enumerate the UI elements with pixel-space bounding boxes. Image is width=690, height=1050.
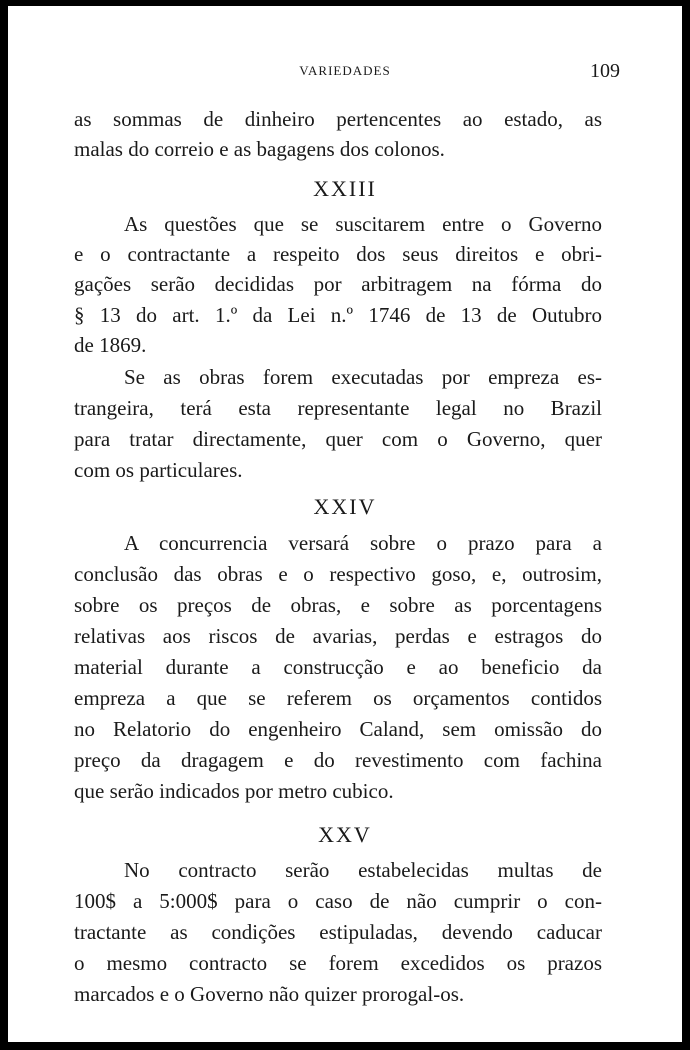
text-line: com os particulares. [74, 458, 243, 482]
text-line: Se as obras forem executadas por empreza es- [124, 365, 602, 389]
text-line: gações serão decididas por arbitragem na fórma do [74, 272, 602, 296]
section-heading-xxiv: XXIV [313, 494, 377, 519]
page-number: 109 [590, 60, 620, 82]
running-head [8, 60, 682, 83]
text-line: material durante a construcção e ao beneficio da [74, 655, 602, 679]
text-line: que serão indicados por metro cubico. [74, 779, 394, 803]
text-line: de 1869. [74, 333, 147, 357]
text-line: empreza a que se referem os orçamentos contidos [74, 686, 602, 710]
text-line: e o contractante a respeito dos seus direitos e obri- [74, 242, 602, 266]
text-line: 100$ a 5:000$ para o caso de não cumprir o con- [74, 889, 602, 913]
text-line: A concurrencia versará sobre o prazo para a [124, 531, 602, 555]
section-heading-xxiii: XXIII [313, 176, 377, 201]
section-heading-xxv: XXV [318, 822, 372, 847]
text-line: conclusão das obras e o respectivo goso, e, outrosim, [74, 562, 602, 586]
text-line: tractante as condições estipuladas, devendo caducar [74, 920, 602, 944]
running-title: VARIEDADES [299, 63, 391, 78]
text-line: preço da dragagem e do revestimento com fachina [74, 748, 602, 772]
text-line: no Relatorio do engenheiro Caland, sem omissão do [74, 717, 602, 741]
text-line: trangeira, terá esta representante legal no Brazil [74, 396, 602, 420]
text-line: As questões que se suscitarem entre o Governo [124, 212, 602, 236]
text-line: relativas aos riscos de avarias, perdas e estragos do [74, 624, 602, 648]
text-line: No contracto serão estabelecidas multas de [124, 858, 602, 882]
text-line: malas do correio e as bagagens dos colonos. [74, 137, 445, 161]
text-line: as sommas de dinheiro pertencentes ao estado, as [74, 107, 602, 131]
text-line: sobre os preços de obras, e sobre as porcentagens [74, 593, 602, 617]
text-line: o mesmo contracto se forem excedidos os prazos [74, 951, 602, 975]
text-line: marcados e o Governo não quizer prorogal-os. [74, 982, 465, 1006]
text-line: para tratar directamente, quer com o Governo, quer [74, 427, 602, 451]
book-page [8, 6, 682, 1042]
text-line: § 13 do art. 1.º da Lei n.º 1746 de 13 de Outubro [74, 303, 602, 327]
